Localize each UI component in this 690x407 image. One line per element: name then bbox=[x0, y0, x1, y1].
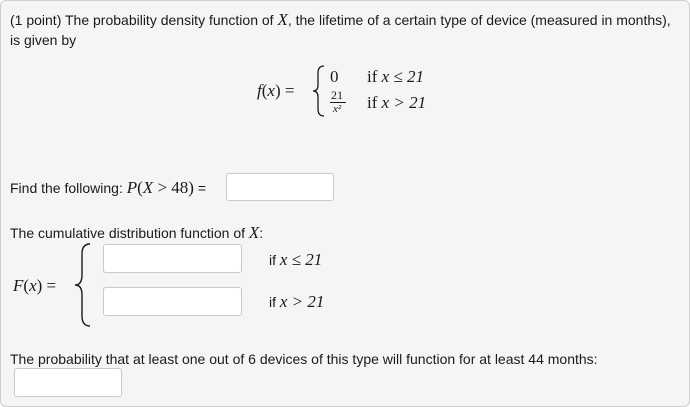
cdf-brace-icon bbox=[73, 242, 93, 328]
cdf-case1-input[interactable] bbox=[103, 244, 242, 273]
pdf-brace-icon bbox=[312, 64, 326, 118]
pdf-case2-numerator: 21 bbox=[331, 88, 343, 102]
pdf-case1-value: 0 bbox=[330, 67, 339, 86]
question1-expression: P(X > 48) bbox=[126, 178, 194, 197]
intro-variable: X bbox=[277, 10, 288, 29]
pdf-case2-denominator: x² bbox=[333, 103, 342, 115]
intro-line-1 bbox=[10, 11, 671, 29]
answer-input-p-x-greater-48[interactable] bbox=[226, 173, 334, 201]
pdf-lhs: f(x) = bbox=[257, 81, 295, 100]
pdf-case1-condition: if x ≤ 21 bbox=[367, 67, 425, 86]
cdf-lhs: F(x) = bbox=[13, 276, 57, 295]
cdf-case1-condition: if x ≤ 21 bbox=[269, 250, 323, 269]
question3-text: The probability that at least one out of 6 devices of this type will function for at least 44 months: bbox=[10, 351, 598, 367]
intro-line-2: is given by bbox=[10, 32, 77, 48]
intro-text: (1 point) The probability density function of bbox=[10, 12, 278, 28]
cdf-case2-input[interactable] bbox=[103, 287, 242, 316]
pdf-case2-condition: if x > 21 bbox=[367, 93, 427, 112]
cdf-intro: The cumulative distribution function of X: bbox=[10, 223, 264, 242]
cdf-intro-variable: X bbox=[248, 223, 260, 242]
cdf-case2-condition: if x > 21 bbox=[269, 292, 325, 311]
answer-input-at-least-one-device[interactable] bbox=[14, 368, 122, 397]
question1-label: Find the following: P(X > 48) = bbox=[10, 178, 207, 197]
intro-text-continued: , the lifetime of a certain type of device (measured in months), bbox=[287, 12, 671, 28]
